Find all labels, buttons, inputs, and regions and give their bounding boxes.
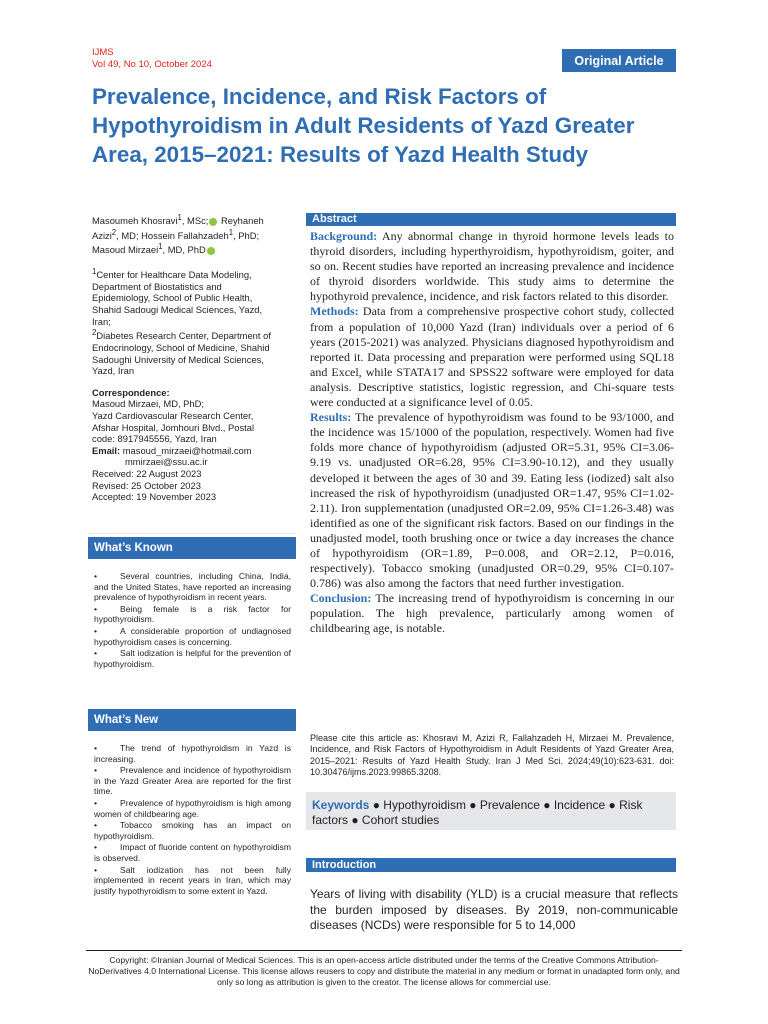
abstract-background: Background: Any abnormal change in thyroid hormone levels leads to thyroid disorders, including hyperthyroidism, hypothyroidism, goiter, and so on. Recent studies have reported an increasing prevalence and incidence of thyroid disorders worldwide. This study aims to determine the hypothyroid prevalence, incidence, and risk factors related to this disorder. <box>310 229 674 304</box>
affiliation-2: $^2$Diabetes Research Center, Department of Endocrinology, School of Medicine, Shahid Sadoughi University of Medical Sciences, Yazd, Iran <box>92 328 271 377</box>
accepted-date: Accepted: 19 November 2023 <box>92 491 217 503</box>
whats-known-heading: What’s Known <box>88 537 296 559</box>
list-item: • Several countries, including China, India, and the United States, have reported an increasing prevalence of hypothyroidism in recent years. <box>94 571 291 603</box>
affiliations <box>92 266 274 377</box>
whats-new-box <box>88 706 296 897</box>
article-type-badge: Original Article <box>562 49 676 72</box>
revised-date: Revised: 25 October 2023 <box>92 479 201 491</box>
author-info-column <box>92 212 274 503</box>
email-link-1[interactable]: masoud_mirzaei@hotmail.com <box>120 444 252 456</box>
abstract-conclusion: Conclusion: The increasing trend of hypothyroidism is concerning in our population. The high prevalence, particularly among women of childbearing age, is notable. <box>310 591 674 636</box>
keywords-label: Keywords <box>312 798 370 812</box>
whats-new-list <box>88 731 296 896</box>
journal-name: IJMS <box>92 47 114 58</box>
list-item: • Salt iodization has not been fully implemented in recent years in Iran, which may justify hypothyroidism to some extent in Yazd. <box>94 864 291 896</box>
list-item: • Tobacco smoking has an impact on hypothyroidism. <box>94 820 291 841</box>
copyright-notice: Copyright: ©Iranian Journal of Medical Sciences. This is an open-access article distributed under the terms of the Creative Commons Attribution-NoDerivatives 4.0 International License. This license allows reusers to copy and distribute the material in any medium or format in unadapted form only, and only so long as attribution is given to the creator. The license allows for commercial use. <box>86 950 682 989</box>
author-list: Masoumeh Khosravi$^1$, MSc; Reyhaneh Azizi$^2$, MD; Hossein Fallahzadeh$^1$, PhD; Masoud Mirzaei$^1$, MD, PhD <box>92 213 264 256</box>
abstract-heading: Abstract <box>306 213 676 226</box>
correspondence-email: Email: masoud_mirzaei@hotmail.com <box>92 444 252 456</box>
orcid-icon[interactable] <box>207 247 215 255</box>
list-item: • Salt iodization is helpful for the prevention of hypothyroidism. <box>94 648 291 669</box>
email-link-2[interactable]: mmirzaei@ssu.ac.ir <box>125 456 208 468</box>
whats-known-box <box>88 534 296 670</box>
list-item: • A considerable proportion of undiagnosed hypothyroidism cases is concerning. <box>94 625 291 647</box>
abstract-methods: Methods: Data from a comprehensive prospective cohort study, collected from a population of 10,000 Yazd (Iran) individuals over a period of 6 years (2015-2021) was analyzed. Physicians diagnosed hypothyroidism and reported it. Data processing and preparation were performed using SQL18 and Excel, while STATA17 and SPSS22 software were employed for data analysis. Descriptive statistics, logistic regression, and Chi-square tests were conducted at a significance level of 0.05. <box>310 304 674 410</box>
correspondence-name: Masoud Mirzaei, MD, PhD; <box>92 398 205 410</box>
citation: Please cite this article as: Khosravi M, Azizi R, Fallahzadeh H, Mirzaei M. Prevalence, Incidence, and Risk Factors of Hypothyroidism in Adult Residents of Yazd Greater Area, 2015–2021: Results of Yazd Health Study. Iran J Med Sci. 2024;49(10):623-631. doi: 10.30476/ijms.2023.99865.3208. <box>310 733 674 777</box>
introduction-text: Years of living with disability (YLD) is a crucial measure that reflects the burden imposed by diseases. By 2019, non-communicable diseases (NCDs) were responsible for 5 to 14,000 <box>310 887 678 932</box>
whats-new-heading: What’s New <box>88 709 296 731</box>
keywords-box <box>306 792 676 830</box>
received-date: Received: 22 August 2023 <box>92 467 202 479</box>
list-item: • Prevalence and incidence of hypothyroidism in the Yazd Greater Area are reported for the first time. <box>94 765 291 797</box>
journal-volume: Vol 49, No 10, October 2024 <box>92 59 212 70</box>
correspondence <box>92 387 274 503</box>
correspondence-address: Yazd Cardiovascular Research Center, Afshar Hospital, Jomhouri Blvd., Postal code: 8917945556, Yazd, Iran <box>92 409 255 445</box>
list-item: • Impact of fluoride content on hypothyroidism is observed. <box>94 842 291 863</box>
keywords-text: ● Hypothyroidism ● Prevalence ● Incidence ● Risk factors ● Cohort studies <box>312 798 643 827</box>
introduction-heading: Introduction <box>306 858 676 872</box>
abstract-results: Results: The prevalence of hypothyroidism was found to be 93/1000, and the incidence was 15/1000 of the population, respectively. Women had five folds more chance of hypothyroidism (adjusted OR=5.31, 95% CI=3.06-9.19 vs. unadjusted OR=6.28, 95% CI=3.90-10.12), and they usually developed it between the ages of 30 and 39. Eating less (iodized) salt also increased the risk of hypothyroidism (unadjusted OR=1.47, 95% CI=1.02-2.11). Iron supplementation (unadjusted OR=2.09, 95% CI=1.26-3.48) was identified as one of the significant risk factors. Based on our findings in the unadjusted model, tooth brushing once or twice a day increases the chance of hypothyroidism (OR=1.89, P=0.008, and OR=2.12, P=0.016, respectively). Tobacco smoking (unadjusted OR=0.29, 95% CI=0.107-0.786) was also among the factors that need further investigation. <box>310 410 674 591</box>
article-title: Prevalence, Incidence, and Risk Factors of Hypothyroidism in Adult Residents of Yazd Greater Area, 2015–2021: Results of Yazd Health Study <box>92 84 635 168</box>
list-item: • The trend of hypothyroidism in Yazd is increasing. <box>94 743 291 764</box>
journal-header <box>92 47 212 71</box>
affiliation-1: $^1$Center for Healthcare Data Modeling, Department of Biostatistics and Epidemiology, School of Public Health, Shahid Sadougi Medical Sciences, Yazd, Iran; <box>92 267 263 327</box>
list-item: • Prevalence of hypothyroidism is high among women of childbearing age. <box>94 797 291 819</box>
abstract-body <box>310 229 674 637</box>
list-item: • Being female is a risk factor for hypothyroidism. <box>94 603 291 625</box>
whats-known-list <box>88 559 296 669</box>
correspondence-label: Correspondence: <box>92 386 170 398</box>
orcid-icon[interactable] <box>209 218 217 226</box>
